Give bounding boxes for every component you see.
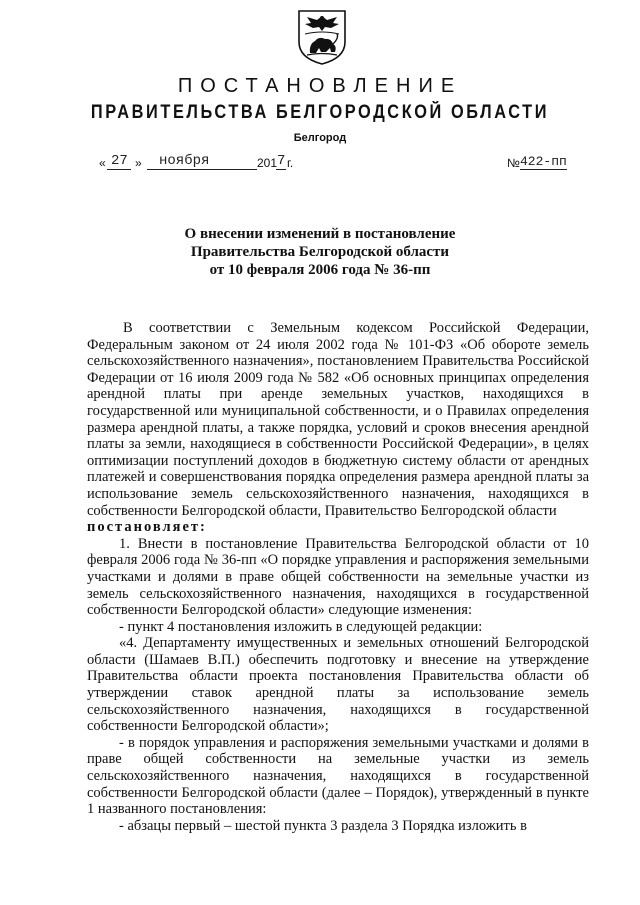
doc-type-heading: ПОСТАНОВЛЕНИЕ [177, 75, 463, 97]
month-underline [147, 169, 257, 170]
date-number-row [99, 152, 569, 172]
date-day: 27 [111, 153, 128, 169]
city-label: Белгород [293, 132, 347, 144]
date-year-digit: 7 [277, 153, 286, 169]
date-year-prefix: 201 [257, 156, 278, 170]
body-paragraph: 1. Внести в постановление Правительства Белгородской области от 10 февраля 2006 года № 36-пп «О порядке управления и распоряжения земельными участками и долями в праве общей собственности на земельные участки из земель сельскохозяйственного назначения, находящихся в государственной собственности Белгородской области» следующие изменения: [87, 535, 589, 619]
resolution-word [87, 519, 589, 536]
document-body [87, 320, 589, 834]
body-paragraph: «4. Департаменту имущественных и земельных отношений Белгородской области (Шамаев В.П.) обеспечить подготовку и внесение на утверждение Правительства области проекта постановления Правительства области об утверждении ставок арендной платы за использование земель сельскохозяйственного назначения, находящихся в государственной собственности Белгородской области»; [87, 635, 589, 735]
number-underline [520, 169, 567, 170]
number-sign: № [507, 156, 520, 170]
date-month: ноября [159, 153, 210, 169]
document-title-line: О внесении изменений в постановление [184, 226, 456, 242]
body-paragraph [87, 320, 589, 519]
resolves-label: постановляет: [87, 519, 207, 536]
day-underline [107, 169, 131, 170]
document-title-line: Правительства Белгородской области [190, 244, 450, 260]
date-year-suffix: г. [287, 156, 294, 170]
body-paragraph: - в порядок управления и распоряжения земельными участками и долями в праве общей собственности на земельные участки из земель сельскохозяйственного назначения, находящихся в государственной собственности Белгородской области (далее – Порядок), утвержденный в пункте 1 названного постановления: [87, 734, 589, 818]
body-paragraph: - пункт 4 постановления изложить в следующей редакции: [119, 618, 483, 635]
issuer-heading: ПРАВИТЕЛЬСТВА БЕЛГОРОДСКОЙ ОБЛАСТИ [90, 102, 550, 123]
document-title-line: от 10 февраля 2006 года № 36-пп [209, 262, 431, 278]
coat-of-arms-emblem [295, 8, 349, 66]
body-paragraph: - абзацы первый – шестой пункта 3 раздела 3 Порядка изложить в [119, 817, 527, 834]
document-title [0, 225, 640, 279]
date-open-quote: « [99, 156, 106, 170]
document-number: 422-пп [520, 154, 567, 169]
year-underline [276, 169, 286, 170]
date-close-quote: » [135, 156, 142, 170]
body-paragraph-text: В соответствии с Земельным кодексом Российской Федерации, Федеральным законом от 24 июля 2002 года № 101-ФЗ «Об обороте земель сельскохозяйственного назначения», постановлением Правительства Российской Федерации от 16 июля 2009 года № 582 «Об основных принципах определения арендной платы при аренде земельных участков, находящихся в государственной или муниципальной собственности, и о Правилах определения размера арендной платы, а также порядка, условий и сроков внесения арендной платы за земли, находящиеся в собственности Российской Федерации», в целях оптимизации поступлений доходов в бюджетную систему области от арендных платежей и совершенствования порядка определения размера арендной платы за использование земель сельскохозяйственного назначения, находящихся в собственности Белгородской области, Правительство Белгородской области [87, 320, 589, 519]
